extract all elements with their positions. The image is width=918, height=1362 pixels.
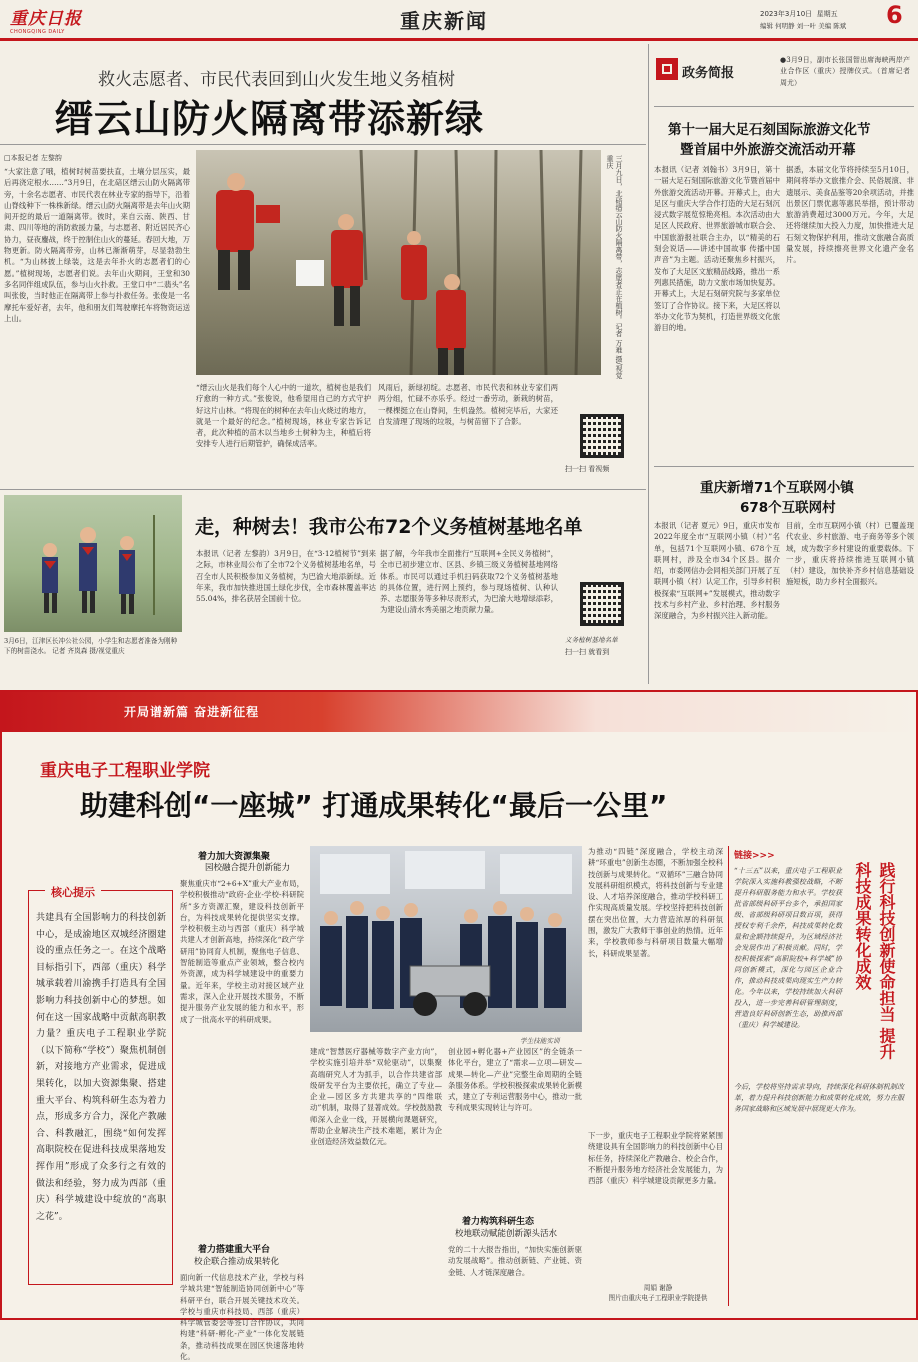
paper-pinyin: CHONGQING DAILY [10,29,65,35]
tree-photo-caption: 3月6日，江津区长冲公社公园，小学生和志愿者准备为刚种下的树苗浇水。 记者 齐岚森 摄/视觉重庆 [4,637,178,655]
politics-label-box-inner [662,64,672,74]
story2-title-line1: 重庆新增71个互联网小镇 [700,480,854,496]
sec1-body: 聚焦重庆市“2+6+X”重大产业布局，学校积极推动“政府-企业-学校-科研院所”多方资源汇聚，建设科技创新平台，为科技成果转化提供坚实支撑。学校积极主动与西部（重庆）科学城共建人才创新高地，持续深化“政产学研用”协同育人机制，聚焦电子信息、智能制造等重点产业领域，整合校内外资源，成为科学城建设中的重要力量。近年来，学校主动对接区域产业需求，深入企业开展技术服务，不断提升服务产业发展的能力和水平，形成了一批高水平的科研成果。 [180,879,304,1024]
link-label: 链接>>> [734,851,775,861]
tree-scan-label: 扫一扫 就看到 [565,648,610,656]
paper-name: 重庆日报 [10,9,82,29]
sec2-body: 面向新一代信息技术产业，学校与科学城共建“智能制造协同创新中心”等科研平台，联合开展关键技术攻关。学校与重庆市科技局、西部（重庆）科学城管委会等签订合作协议，共同构建“科研-孵化-产业”一体化发展链条，推动科技成果在园区快速落地转化。 [180,1273,304,1362]
lead-video-qr[interactable] [580,414,624,458]
lead-rule [0,144,646,145]
sec1-sub: 园校融合提升创新能力 [205,863,291,873]
tree-scan-caption: 义务植树基地名单 [565,636,618,644]
tree-col3: 据了解，今年我市全面推行“互联网+全民义务植树”，全市已初步建立市、区县、乡镇三级义务植树基地网络体系。市民可以通过手机扫码获取72个义务植树基地的具体位置，进行网上预约，参与现场植树、认种认养、志愿服务等多种尽责形式，为巴渝大地增绿添彩，为建设山清水秀美丽之地贡献力量。 [380,549,558,615]
weekday: 星期五 [816,10,838,18]
sec3-title: 着力构筑科研生态 [462,1217,535,1227]
lead-scan-label: 扫一扫 看视频 [565,465,610,473]
tree-top-rule [0,489,646,490]
story1-col2: 据悉，本届文化节将持续至5月10日，期间将举办文旅推介会、民俗展演、非遗展示、美食品鉴等20余项活动，并推出景区门票优惠等惠民举措，预计带动旅游消费超过3000万元。今年，大足还将继续加大投入力度，加快推进大足石刻文物保护利用，推动文旅融合高质量发展，持续擦亮世界文化遗产金名片。 [786,165,914,265]
lead-photo-illustration [196,150,601,375]
college-photo [310,846,582,1032]
sec2-title: 着力搭建重大平台 [198,1245,271,1255]
sec1-title: 着力加大资源集聚 [198,852,271,862]
issue-date [760,9,838,19]
college-photo-caption: 学生技能实训 [520,1037,560,1045]
link-divider [728,846,729,1306]
story1-title-line1: 第十一届大足石刻国际旅游文化节 [668,122,871,138]
tree-col1: 本报讯（记者 左黎韵）3月9日，在“3·12植树节”到来之际，市林业局公布了全市72个义务植树基地名单，号召全市人民积极参加义务植树，为巴渝大地添新绿。近年来，我市加快推进国土绿化步伐，全市森林覆盖率达55.04%，排名获居全国前十位。 [196,549,376,604]
page-number: 6 [886,1,903,29]
story2-col2: 目前，全市互联网小镇（村）已覆盖现代农业、乡村旅游、电子商务等多个领域，成为数字乡村建设的重要载体。下一步，重庆将持续推进互联网小镇（村）建设，加快补齐乡村信息基础设施短板，助力乡村全面振兴。 [786,521,914,587]
sec2-sub: 校企联合推动成果转化 [194,1257,280,1267]
lead-photo-caption: 三月九日，北碚缙云山防火隔离带，志愿者正在植树。记者 万难 摄/视觉重庆 [606,155,623,379]
sec3-body: 党的二十大报告指出，“加快实施创新驱动发展战略”。推动创新链、产业链、资金链、人才链深度融合。 [448,1245,582,1277]
side-title: 践行科技创新使命担当 提升科技成果转化成效 [853,862,896,1060]
editor-line: 编辑 何明静 刘一叶 美编 陈斌 [760,22,847,30]
section-title: 重庆新闻 [400,9,488,33]
column-divider [648,44,649,684]
lead-title: 缙云山防火隔离带添新绿 [55,97,485,141]
side-body: “十三五”以来，重庆电子工程职业学院深入实施科教强校战略，不断提升科研服务能力和水平。学校获批省部级科研平台多个，承担国家级、省部级科研项目数百项，获得授权专利千余件，科技成果转化数量和金额持续提升，为区域经济社会发展作出了积极贡献。同时，学校积极探索“高职院校+科学城”协同创新模式，深化与园区企业合作，推动科技成果向现实生产力转化。今年以来，学校持续加大科研投入，进一步完善科研管理制度，营造良好科研创新生态，助推西部（重庆）科学城建设。 [734,867,842,1029]
college-signature: 周娟 谢静 图片由重庆电子工程职业学院提供 [608,1284,708,1302]
lead-body: “大家注意了哦，植树时树苗要扶直，土壤分层压实，最后再浇定根水……”3月9日，在北碚区缙云山防火隔离带旁，十余名志愿者、市民代表在林业专家的指导下，沿着山脊线种下一株株新绿。缙云山防火隔离带是去年山火期间开挖的最后一道隔离带。彼时，来自云南、陕西、甘肃、四川等地的消防救援力量，与志愿者、附近居民齐心协力，昼夜鏖战，终于控制住山火的蔓延。春回大地，万物更新。防火隔离带旁，山林已渐渐萌芽，尽显勃勃生机。“为山林披上绿装，这是去年扑火的志愿者们的心愿。”植树现场，志愿者们说。去年山火期间，王堂和30多名同伴组成队伍，参与山火扑救。王堂口中“二翡头”名叫张俊，当时他正在隔离带上参与扑救任务。张俊是一名摩托车爱好者，去年，他和朋友们驾驶摩托车将物资运送上山。 [4,167,190,323]
story1-body: 本报讯（记者 刘翰书）3月9日，第十一届大足石刻国际旅游文化节暨首届中外旅游交流活动开幕。开幕式上，由大足区与重庆大学合作打造的大足石刻沉浸式数字展览惊艳亮相。本次活动由大足区人民政府、世界旅游城市联合会、中国旅游报社联合主办，以“精美的石刻会说话——讲述中国故事 传播中国声音”为主题。活动还聚焦乡村振兴，发布了大足区文旅精品线路，推出一系列惠民措施，助力文旅市场加快复苏。开幕式上，大足石刻研究院与多家单位签订了合作协议。接下来，大足区将以举办文化节为契机，打造世界级文化旅游目的地。 [654,165,780,333]
tree-list-qr[interactable] [580,582,624,626]
college-col4: 创业园+孵化器+产业园区”的全链条一体化平台，建立了“需求—立项—研发—成果—转化—产业”完整生命周期的全链条服务体系。学校积极探索成果转化新模式，建立了专利运营服务中心，推动一批专利成果实现转让与许可。 [448,1047,582,1113]
politics-brief: ●3月9日，副市长张国智出席海峡两岸产业合作区（重庆）授牌仪式。（首席记者 周尤） [780,56,910,87]
sec3-sub: 校地联动赋能创新源头活水 [455,1229,558,1239]
lead-photo [196,150,601,375]
story2-body: 本报讯（记者 夏元）9日，重庆市发布2022年度全市“互联网小镇（村）”名单，包括71个互联网小镇、678个互联网村，涉及全市34个区县。据介绍，市委网信办会同相关部门开展了互联网小镇（村）认定工作，引导乡村积极探索“互联网+”发展模式，推动数字技术与乡村产业、乡村治理、乡村服务深度融合，为乡村振兴注入新动能。 [654,521,780,621]
side-body-2: 今后，学校将坚持需求导向，持续深化科研体制机制改革，着力提升科技创新能力和成果转化成效，努力在服务国家战略和区域发展中展现更大作为。 [734,1083,904,1113]
core-label: 核心提示 [45,883,101,901]
college-banner-text: 开局谱新篇 奋进新征程 [124,705,260,719]
tree-photo [4,495,182,632]
tree-title: 走，种树去！我市公布72个义务植树基地名单 [195,516,583,538]
date: 2023年3月10日 [760,10,813,18]
politics-rule [654,106,914,107]
core-text: 共建具有全国影响力的科技创新中心，是成渝地区双城经济圈建设的重点任务之一。在这个战略目标指引下，西部（重庆）科学城承载着川渝携手打造具有全国影响力科技创新中心的梦想。如何在这一国家战略中贡献高职教力量？重庆电子工程职业学院（以下简称“学校”）聚焦机制创新，对接地方产业需求，促进成果转化，以加大资源集聚、搭建重大平台、构筑科研生态为着力点，形成多方合力，深化产教融合、科教融汇，围绕“如何发挥高职院校在促进科技成果落地发挥作用”形成了众多行之有效的做法和经验，努力成为西部（重庆）科学城建设中绽放的“高职之花”。 [36,913,166,1222]
lead-byline: □本报记者 左黎韵 [4,154,62,162]
lead-kicker: 救火志愿者、市民代表回到山火发生地义务植树 [98,70,455,90]
tree-photo-illustration [4,495,182,632]
college-col5: 为推动“四链”深度融合，学校主动深耕“环重电”创新生态圈，不断加强全校科技创新与成果转化。“双循环”三融合协同发展科研组织模式，将科技创新与专业建设、人才培养深度融合，推动学校科研工作实现高质量发展。学校坚持把科技创新摆在突出位置，大力营造浓厚的科研氛围，激发广大教师干事创业的热情。近年来，学校教师参与科研项目数量大幅增长，科研成果显著。 [588,847,723,958]
lead-col2: “缙云山火是我们每个人心中的一道坎，植树也是我们疗愈的一种方式。”张俊说，他希望用自己的方式守护好这片山林。“将现在的树种在去年山火烧过的地方，就是一个最好的纪念。”植树现场，林业专家告诉记者，此次种植的苗木以当地乡土树种为主，种植后将安排专人进行后期管护，确保成活率。 [196,383,371,449]
masthead-rule [0,38,918,41]
story2-rule [654,466,914,467]
paper-logo [10,4,82,35]
story2-title-line2: 678个互联网村 [740,500,836,516]
masthead [0,0,918,38]
college-col5b: 下一步，重庆电子工程职业学院将紧紧围绕建设具有全国影响力的科技创新中心目标任务，持续深化产教融合、校企合作，不断提升服务地方经济社会发展能力，为西部（重庆）科学城建设贡献更多力量。 [588,1131,723,1186]
story1-title-line2: 暨首届中外旅游交流活动开幕 [680,142,856,158]
college-col3: 建成“智慧医疗器械等数字产业方向”，学校实施引培并举“双轮驱动”，以集聚高端研究人才为抓手，以合作共建省部级研发平台为主要依托，确立了专业—企业—园区多方共建共享的“四维联动”机制，取得了显著成效。学校鼓励教师深入企业一线，开展横向课题研究，帮助企业解决生产技术难题，累计为企业创造经济效益数亿元。 [310,1047,442,1147]
college-title: 助建科创“一座城” 打通成果转化“最后一公里” [80,789,668,822]
college-photo-illustration [310,846,582,1032]
lead-col3: 风雨后，新绿初绽。志愿者、市民代表和林业专家们两两分组，忙碌不亦乐乎。经过一番劳动，新栽的树苗，一棵棵挺立在山脊间，生机盎然。植树完毕后，大家还自发清理了现场的垃圾，与树苗留下了合影。 [378,383,558,426]
college-org: 重庆电子工程职业学院 [40,761,210,781]
politics-section-label: 政务简报 [682,66,735,81]
